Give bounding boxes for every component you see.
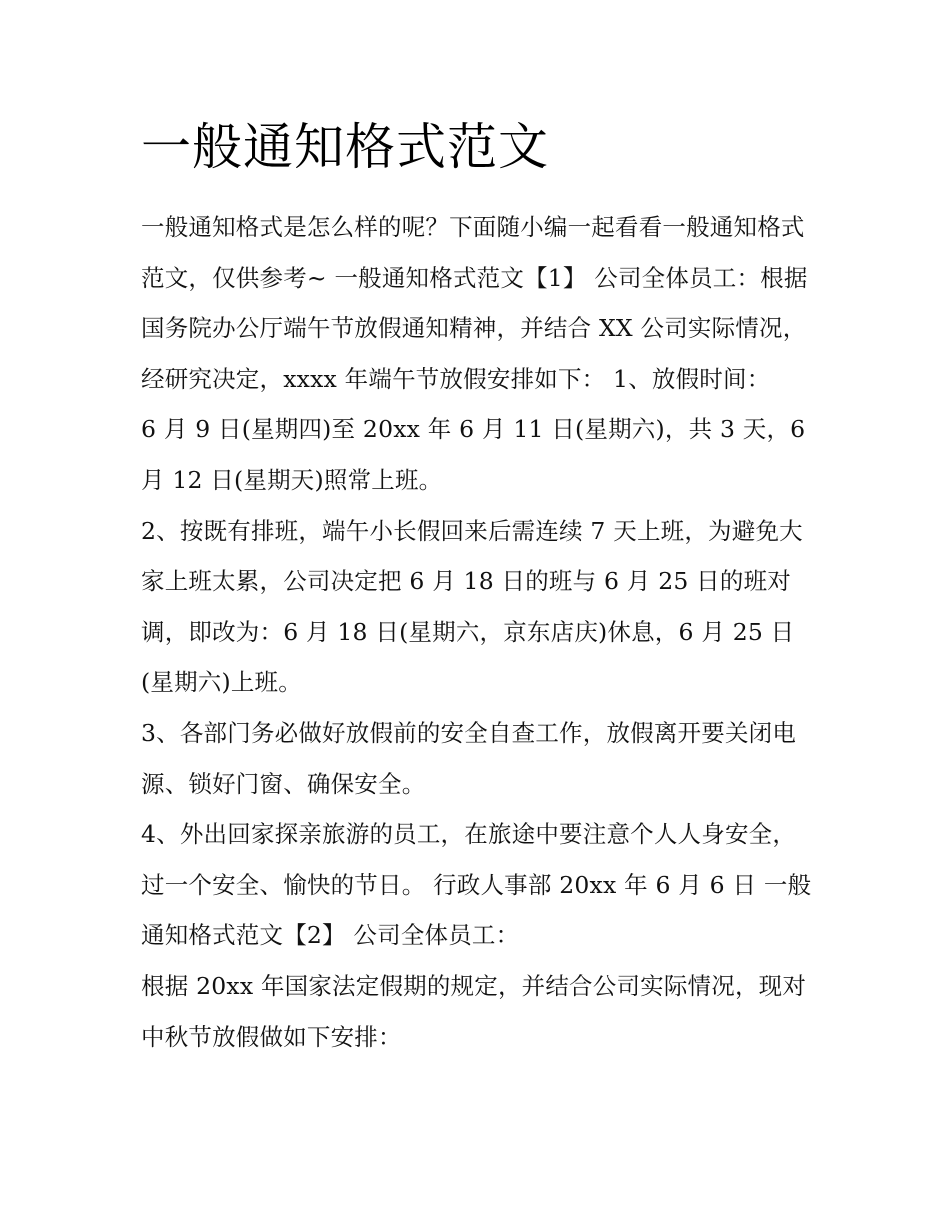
document-content [141, 118, 813, 1062]
paragraph-travel-safety: 4、外出回家探亲旅游的员工，在旅途中要注意个人人身安全，过一个安全、愉快的节日。 行政人事部 20xx 年 6 月 6 日 一般通知格式范文【2】 公司全体员工： [141, 820, 812, 950]
paragraph-holiday-dates: 6 月 9 日(星期四)至 20xx 年 6 月 11 日(星期六)，共 3 天，6 月 12 日(星期天)照常上班。 [141, 415, 806, 494]
paragraph-mid-autumn: 根据 20xx 年国家法定假期的规定，并结合公司实际情况，现对中秋节放假做如下安排： [141, 971, 807, 1051]
document-body [141, 202, 813, 1062]
document-title: 一般通知格式范文 [141, 118, 549, 176]
paragraph-intro: 一般通知格式是怎么样的呢？下面随小编一起看看一般通知格式范文，仅供参考~ 一般通知格式范文【1】 公司全体员工：根据国务院办公厅端午节放假通知精神，并结合 XX 公司实际情况，经研究决定，xxxx 年端午节放假安排如下： 1、放假时间： [141, 213, 808, 393]
paragraph-safety-check: 3、各部门务必做好放假前的安全自查工作，放假离开要关闭电源、锁好门窗、确保安全。 [141, 718, 797, 798]
paragraph-shift-swap: 2、按既有排班，端午小长假回来后需连续 7 天上班，为避免大家上班太累，公司决定把 6 月 18 日的班与 6 月 25 日的班对调，即改为：6 月 18 日(星期六，京东店庆)休息，6 月 25 日(星期六)上班。 [141, 516, 803, 697]
